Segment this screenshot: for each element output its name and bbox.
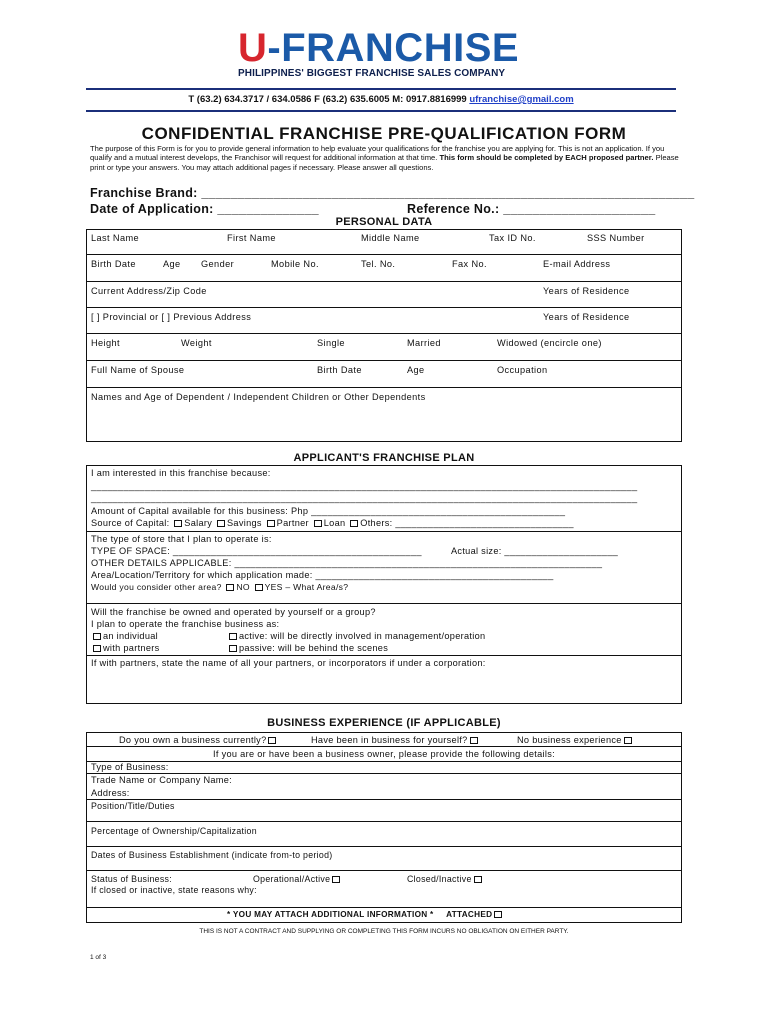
loan-checkbox[interactable] <box>314 520 322 527</box>
years-of-residence-label-2: Years of Residence <box>543 312 630 322</box>
yes-checkbox[interactable] <box>255 584 263 591</box>
no-experience-checkbox[interactable] <box>624 737 632 744</box>
attached-label: ATTACHED <box>446 910 493 919</box>
trade-name-label: Trade Name or Company Name: <box>91 775 233 785</box>
no-experience-label: No business experience <box>517 735 622 745</box>
no-label: NO <box>236 582 250 592</box>
closed-checkbox[interactable] <box>474 876 482 883</box>
salary-checkbox[interactable] <box>174 520 182 527</box>
closed-label: Closed/Inactive <box>407 874 472 884</box>
operational-option <box>253 874 342 884</box>
row-divider <box>87 799 681 800</box>
type-of-business-label: Type of Business: <box>91 762 169 772</box>
row-divider <box>87 907 681 908</box>
been-in-business-label: Have been in business for yourself? <box>311 735 468 745</box>
savings-label: Savings <box>227 518 262 528</box>
dependents-label: Names and Age of Dependent / Independent Children or Other Dependents <box>91 392 426 402</box>
row-divider <box>87 333 681 334</box>
area-field[interactable]: Area/Location/Territory for which application made: ____________________________________________ <box>91 570 554 580</box>
widowed-label: Widowed (encircle one) <box>497 338 602 348</box>
owned-question: Will the franchise be owned and operated by yourself or a group? <box>91 607 376 617</box>
status-label: Status of Business: <box>91 874 173 884</box>
operational-label: Operational/Active <box>253 874 331 884</box>
fax-no-label: Fax No. <box>452 259 487 269</box>
tax-id-label: Tax ID No. <box>489 233 536 243</box>
source-of-capital <box>91 518 574 528</box>
disclaimer: THIS IS NOT A CONTRACT AND SUPPLYING OR COMPLETING THIS FORM INCURS NO OBLIGATION ON EITHER PARTY. <box>199 928 569 935</box>
single-label: Single <box>317 338 345 348</box>
business-experience-table <box>86 732 682 923</box>
partners-label: with partners <box>103 643 160 653</box>
operate-intro: I plan to operate the franchise business as: <box>91 619 280 629</box>
attach-note-text: * YOU MAY ATTACH ADDITIONAL INFORMATION * <box>227 910 434 919</box>
row-divider <box>87 387 681 388</box>
height-label: Height <box>91 338 120 348</box>
row-divider <box>87 870 681 871</box>
partners-option <box>91 643 160 653</box>
tel-no-label: Tel. No. <box>361 259 396 269</box>
store-type-label: The type of store that I plan to operate is: <box>91 534 272 544</box>
franchise-plan-table <box>86 465 682 704</box>
spouse-birth-date-label: Birth Date <box>317 365 362 375</box>
other-details-field[interactable]: OTHER DETAILS APPLICABLE: ____________________________________________________________________ <box>91 558 603 568</box>
row-divider <box>87 821 681 822</box>
row-divider <box>87 603 681 604</box>
row-divider <box>87 746 681 747</box>
date-of-application-field[interactable]: Date of Application: ______________ <box>90 202 319 216</box>
other-area-question <box>91 582 348 592</box>
spouse-age-label: Age <box>407 365 425 375</box>
individual-checkbox[interactable] <box>93 633 101 640</box>
own-business-question <box>119 735 278 745</box>
no-checkbox[interactable] <box>226 584 234 591</box>
individual-option <box>91 631 158 641</box>
email-link[interactable]: ufranchise@gmail.com <box>469 94 574 105</box>
salary-label: Salary <box>184 518 213 528</box>
form-title: CONFIDENTIAL FRANCHISE PRE-QUALIFICATION FORM <box>141 124 627 143</box>
first-name-label: First Name <box>227 233 276 243</box>
actual-size-field[interactable]: Actual size: _____________________ <box>451 546 619 556</box>
birth-date-label: Birth Date <box>91 259 136 269</box>
been-in-business-checkbox[interactable] <box>470 737 478 744</box>
intro-text-1: The purpose of this Form is for you to provide general information to help evaluate your qualifications for the franchise you are applying for. This is not an application. If you qualify and a mutual interest develops, the Franchisor will request for additional information at that time. <box>90 144 665 163</box>
logo-rest: -FRANCHISE <box>267 26 520 70</box>
other-area-label: Would you consider other area? <box>91 582 222 592</box>
operational-checkbox[interactable] <box>332 876 340 883</box>
yes-label: YES – What Area/s? <box>264 582 349 592</box>
row-divider <box>87 655 681 656</box>
email-address-label: E-mail Address <box>543 259 611 269</box>
mobile-no-label: Mobile No. <box>271 259 319 269</box>
header-rule-bottom <box>86 110 676 112</box>
weight-label: Weight <box>181 338 212 348</box>
reasons-label: If closed or inactive, state reasons why: <box>91 885 257 895</box>
active-checkbox[interactable] <box>229 633 237 640</box>
spouse-name-label: Full Name of Spouse <box>91 365 185 375</box>
intro-text-2: Please print or type your answers. You may attach additional pages if necessary. Please answer all questions. <box>90 153 679 172</box>
intro-paragraph <box>90 144 682 172</box>
contact-numbers: T (63.2) 634.3717 / 634.0586 F (63.2) 635.6005 M: 0917.8816999 <box>188 94 467 105</box>
active-option <box>227 631 485 641</box>
row-divider <box>87 254 681 255</box>
personal-data-table <box>86 229 682 442</box>
others-checkbox[interactable] <box>350 520 358 527</box>
attached-checkbox[interactable] <box>494 911 502 918</box>
row-divider <box>87 360 681 361</box>
interested-blank-2[interactable]: _____________________________________________________________________________________________________ <box>91 493 638 503</box>
row-divider <box>87 846 681 847</box>
individual-label: an individual <box>103 631 158 641</box>
page-number: 1 of 3 <box>90 954 107 961</box>
interested-label: I am interested in this franchise because: <box>91 468 271 478</box>
sss-number-label: SSS Number <box>587 233 645 243</box>
own-business-checkbox[interactable] <box>268 737 276 744</box>
current-address-label: Current Address/Zip Code <box>91 286 207 296</box>
gender-label: Gender <box>201 259 235 269</box>
capital-field[interactable]: Amount of Capital available for this business: Php _______________________________________________ <box>91 506 566 516</box>
type-of-space-field[interactable]: TYPE OF SPACE: ______________________________________________ <box>91 546 422 556</box>
franchise-brand-field[interactable]: Franchise Brand: ____________________________________________________________________ <box>90 186 695 200</box>
company-logo <box>238 26 520 79</box>
ownership-label: Percentage of Ownership/Capitalization <box>91 826 257 836</box>
been-in-business-question <box>311 735 480 745</box>
row-divider <box>87 307 681 308</box>
partner-label: Partner <box>276 518 309 528</box>
married-label: Married <box>407 338 441 348</box>
passive-option <box>227 643 388 653</box>
intro-text-bold: This form should be completed by EACH proposed partner. <box>439 153 654 163</box>
interested-blank-1[interactable]: _____________________________________________________________________________________________________ <box>91 481 638 491</box>
no-experience-question <box>517 735 634 745</box>
passive-checkbox[interactable] <box>229 645 237 652</box>
source-label: Source of Capital: <box>91 518 170 528</box>
others-label: Others: _________________________________ <box>360 518 574 528</box>
partners-question: If with partners, state the name of all your partners, or incorporators if under a corporation: <box>91 658 486 668</box>
logo-u: U <box>238 26 268 70</box>
years-of-residence-label: Years of Residence <box>543 286 630 296</box>
business-experience-title: BUSINESS EXPERIENCE (IF APPLICABLE) <box>267 717 501 729</box>
personal-data-title: PERSONAL DATA <box>335 216 433 228</box>
logo-tagline: PHILIPPINES' BIGGEST FRANCHISE SALES COMPANY <box>238 68 506 79</box>
savings-checkbox[interactable] <box>217 520 225 527</box>
reference-no-field[interactable]: Reference No.: _____________________ <box>407 202 656 216</box>
loan-label: Loan <box>323 518 346 528</box>
passive-label: passive: will be behind the scenes <box>239 643 389 653</box>
header-rule-top <box>86 88 676 90</box>
age-label: Age <box>163 259 181 269</box>
previous-address-label: [ ] Provincial or [ ] Previous Address <box>91 312 252 322</box>
row-divider <box>87 761 681 762</box>
middle-name-label: Middle Name <box>361 233 420 243</box>
attach-note <box>227 910 504 919</box>
own-business-label: Do you own a business currently? <box>119 735 267 745</box>
last-name-label: Last Name <box>91 233 140 243</box>
dates-label: Dates of Business Establishment (indicate from-to period) <box>91 850 333 860</box>
logo-wordmark <box>238 26 520 70</box>
business-address-label: Address: <box>91 788 130 798</box>
row-divider <box>87 773 681 774</box>
franchise-plan-title: APPLICANT'S FRANCHISE PLAN <box>293 452 475 464</box>
contact-line <box>86 94 676 105</box>
provide-details-label: If you are or have been a business owner, please provide the following details: <box>213 749 555 759</box>
position-label: Position/Title/Duties <box>91 801 175 811</box>
active-label: active: will be directly involved in management/operation <box>239 631 486 641</box>
partners-checkbox[interactable] <box>93 645 101 652</box>
spouse-occupation-label: Occupation <box>497 365 548 375</box>
row-divider <box>87 531 681 532</box>
closed-option <box>407 874 484 884</box>
row-divider <box>87 281 681 282</box>
partner-checkbox[interactable] <box>267 520 275 527</box>
